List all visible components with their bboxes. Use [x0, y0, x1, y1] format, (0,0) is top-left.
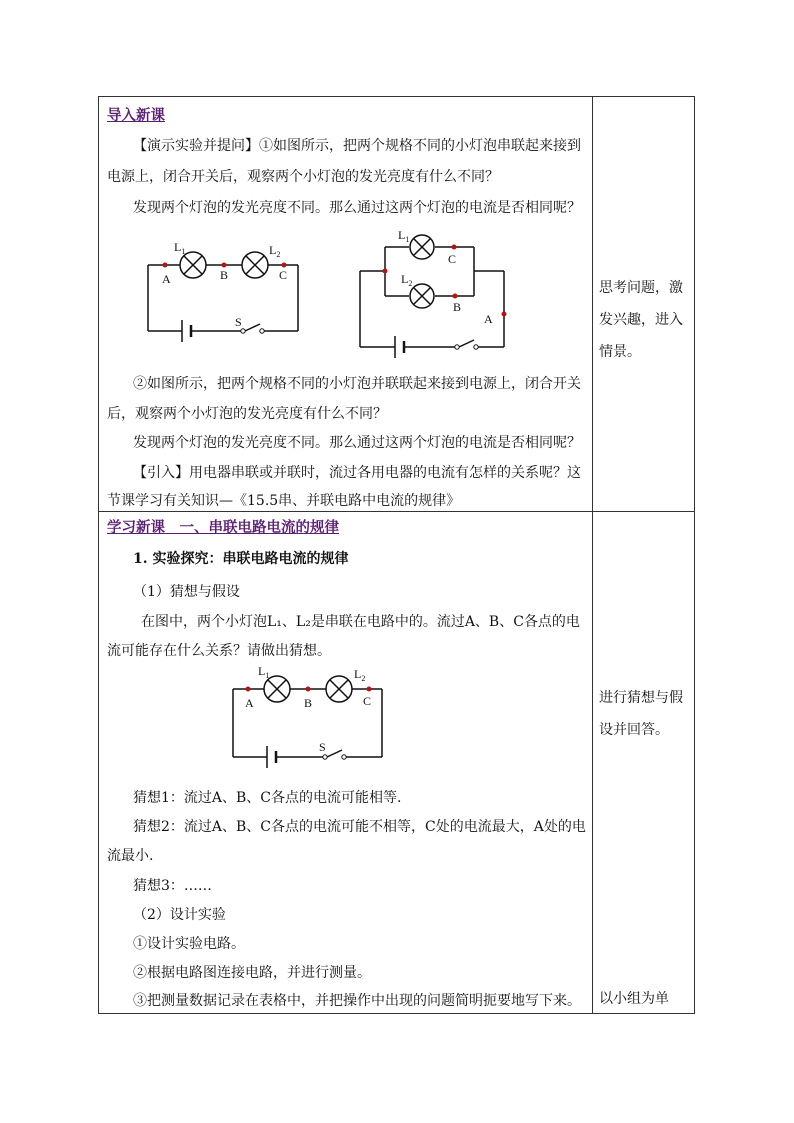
label-l1: $L_1$: [258, 664, 270, 680]
label-a: A: [162, 272, 171, 286]
section2-sub1: 1. 实验探究：串联电路电流的规律: [133, 551, 349, 567]
label-l2: $L_2$: [354, 667, 366, 683]
section1-p5-line2: 节课学习有关知识—《15.5串、并联电路中电流的规律》: [107, 493, 461, 509]
label-l1: $L_1$: [174, 240, 186, 256]
section2-side-note-2: 以小组为单: [599, 991, 669, 1007]
section2-step3: ③把测量数据记录在表格中，并把操作中出现的问题简明扼要地写下来。: [133, 993, 581, 1009]
section1-side-note: 思考问题，激 发兴趣，进入 情景。: [599, 280, 683, 360]
label-b: B: [453, 300, 462, 314]
section2-guess2-line2: 流最小.: [107, 848, 154, 864]
label-l2: $L_2$: [401, 272, 413, 288]
label-l2: $L_2$: [269, 243, 281, 259]
section1-p5-line1: 【引入】用电器串联或并联时，流过各用电器的电流有怎样的关系呢？这: [133, 465, 581, 481]
section2-guess1: 猜想1：流过A、B、C各点的电流可能相等.: [133, 790, 402, 806]
section2-step2: ②根据电路图连接电路，并进行测量。: [133, 965, 371, 981]
lamp-l2-icon: [326, 676, 352, 702]
label-c: C: [448, 252, 457, 266]
battery-icon: [267, 746, 276, 768]
label-s: S: [319, 740, 326, 754]
section2-step1: ①设计实验电路。: [133, 936, 245, 952]
section2-p1-line1: 在图中，两个小灯泡L₁、L₂是串联在电路中的。流过A、B、C各点的电: [141, 614, 580, 630]
label-c: C: [363, 694, 372, 708]
section1-heading: 导入新课: [107, 107, 165, 124]
section2-p1-line2: 流可能存在什么关系？请做出猜想。: [107, 643, 331, 659]
section1-p1-line1: 【演示实验并提问】①如图所示，把两个规格不同的小灯泡串联起来接到: [133, 138, 581, 154]
section2-guess3: 猜想3：……: [133, 878, 212, 894]
section1-p3-line1: ②如图所示，把两个规格不同的小灯泡并联联起来接到电源上，闭合开关: [133, 376, 581, 392]
label-b: B: [220, 268, 229, 282]
section2-side-note: 进行猜想与假 设并回答。: [599, 690, 683, 738]
label-s: S: [235, 315, 242, 329]
label-a: A: [484, 312, 493, 326]
label-a: A: [245, 696, 254, 710]
section2-sub1-1: （1）猜想与假设: [133, 584, 240, 600]
section2-sub1-2: （2）设计实验: [133, 907, 226, 923]
section1-p2: 发现两个灯泡的发光亮度不同。那么通过这两个灯泡的电流是否相同呢？: [133, 200, 581, 216]
section1-p4: 发现两个灯泡的发光亮度不同。那么通过这两个灯泡的电流是否相同呢？: [133, 435, 581, 451]
section2-heading: 学习新课 一、串联电路电流的规律: [107, 519, 339, 536]
section2-guess2-line1: 猜想2：流过A、B、C各点的电流可能不相等，C处的电流最大，A处的电: [133, 819, 586, 835]
section1-p3-line2: 后，观察两个小灯泡的发光亮度有什么不同？: [107, 406, 387, 422]
label-l1: $L_1$: [398, 228, 410, 244]
label-b: B: [304, 696, 313, 710]
label-c: C: [279, 268, 288, 282]
section1-p1-line2: 电源上，闭合开关后，观察两个小灯泡的发光亮度有什么不同？: [107, 169, 499, 185]
